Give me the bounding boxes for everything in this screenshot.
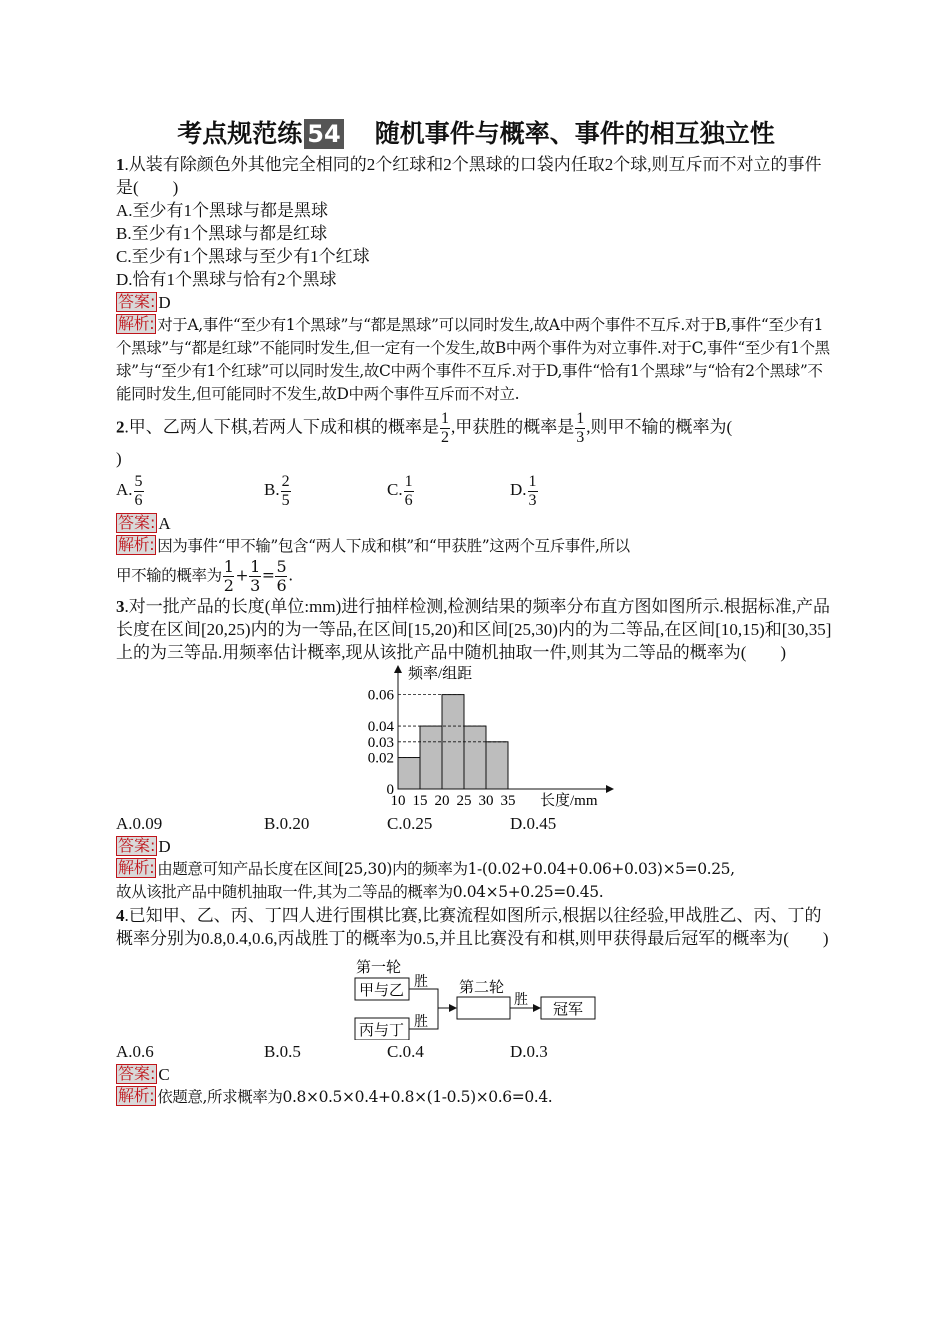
answer-label: 答案: <box>118 513 156 532</box>
fraction <box>404 473 414 510</box>
option-a: A.至少有1个黑球与都是黑球 <box>116 201 329 220</box>
question-1 <box>116 153 836 406</box>
option-c: C.0.4 <box>387 1042 424 1061</box>
option-letter: B. <box>264 480 280 500</box>
question-number: 4 <box>116 906 125 925</box>
question-3-stem <box>116 595 836 664</box>
answer-line <box>116 512 836 535</box>
denominator: 3 <box>528 492 537 509</box>
y-tick-label: 0.04 <box>367 719 394 736</box>
question-1-stem <box>116 153 836 199</box>
answer-value: D <box>158 293 171 312</box>
analysis-line <box>116 535 836 558</box>
plus-sign: + <box>235 566 249 585</box>
option-d: D.0.3 <box>510 1042 548 1061</box>
y-tick-label: 0.02 <box>367 750 394 767</box>
analysis-line <box>116 1086 836 1109</box>
option-letter: C. <box>387 480 403 500</box>
denominator: 2 <box>223 576 234 595</box>
numerator: 1 <box>223 557 234 576</box>
analysis-line-2 <box>116 558 836 595</box>
numerator: 1 <box>441 410 449 427</box>
frequency-histogram <box>116 664 836 812</box>
y-tick-label: 0.06 <box>367 687 394 704</box>
question-2-stem <box>116 410 836 447</box>
page-title <box>116 116 836 152</box>
question-number: 1 <box>116 155 125 174</box>
numerator: 2 <box>281 473 290 490</box>
period: . <box>288 566 293 585</box>
options-row <box>116 812 836 835</box>
histogram-figure <box>116 664 836 812</box>
fraction <box>223 558 235 595</box>
y-tick-label: 0.03 <box>367 734 394 751</box>
analysis-text: 因为事件“甲不输”包含“两人下成和棋”和“甲获胜”这两个互斥事件,所以 <box>157 537 630 555</box>
denominator: 6 <box>134 492 143 509</box>
analysis-line-2: 故从该批产品中随机抽取一件,其为二等品的概率为0.04×5+0.25=0.45. <box>116 883 604 901</box>
option-b: B.0.20 <box>264 814 310 833</box>
fraction <box>281 473 291 510</box>
champion-label: 冠军 <box>553 1002 584 1018</box>
options-row <box>116 1040 836 1063</box>
option-a: A.0.6 <box>116 1042 154 1061</box>
denominator: 3 <box>250 576 260 595</box>
option-a <box>116 473 264 510</box>
numerator: 1 <box>528 473 537 490</box>
histogram-bar <box>420 726 442 789</box>
denominator: 5 <box>281 492 290 509</box>
answer-label: 答案: <box>118 292 156 311</box>
fraction <box>575 410 585 447</box>
x-tick-label: 10 <box>390 793 406 809</box>
histogram-bar <box>486 742 508 789</box>
question-number: 3 <box>116 597 125 616</box>
analysis-text: 由题意可知产品长度在区间[25,30)内的频率为1-(0.02+0.04+0.06+0.03)×5=0.25, <box>157 860 735 878</box>
fraction <box>249 558 261 595</box>
option-c <box>387 473 510 510</box>
analysis-text: 对于A,事件“至少有1个黑球”与“都是黑球”可以同时发生,故A中两个事件不互斥.对于B,事件“至少有1个黑球”与“都是红球”不能同时发生,但一定有一个发生,故B中两个事件为对立事件.对于C,事件“至少有1个黑球”与“至少有1个红球”可以同时发生,故C中两个事件不互斥.对于D,事件“恰有1个黑球”与“恰有2个黑球”不能同时发生,但可能同时不发生,故D中两个事件互斥而不对立. <box>116 316 830 403</box>
analysis-label: 解析: <box>118 1086 155 1105</box>
numerator: 5 <box>276 557 287 576</box>
y-tick-label: 0 <box>386 782 394 798</box>
x-tick-label: 30 <box>478 793 494 809</box>
question-number: 2 <box>116 417 125 437</box>
option-letter: A. <box>116 480 133 500</box>
analysis-text: 依题意,所求概率为0.8×0.5×0.4+0.8×(1-0.5)×0.6=0.4. <box>157 1088 553 1106</box>
analysis-label: 解析: <box>118 314 155 333</box>
x-tick-label: 25 <box>456 793 472 809</box>
round2-box <box>457 997 510 1019</box>
option-b <box>264 473 387 510</box>
match-box-2-label: 丙与丁 <box>359 1023 405 1039</box>
equals-sign: = <box>261 566 275 585</box>
y-axis-title: 频率/组距 <box>408 666 473 682</box>
title-prefix: 考点规范练 <box>177 119 303 148</box>
question-text: .已知甲、乙、丙、丁四人进行围棋比赛,比赛流程如图所示,根据以往经验,甲战胜乙、丙、丁的概率分别为0.8,0.4,0.6,丙战胜丁的概率为0.5,并且比赛没有和棋,则甲获得最后冠军的概率为( ) <box>116 906 829 948</box>
answer-line <box>116 835 836 858</box>
option-c: C.0.25 <box>387 814 433 833</box>
fraction <box>528 473 538 510</box>
question-2 <box>116 410 836 595</box>
tournament-flowchart <box>116 950 836 1040</box>
answer-line <box>116 1063 836 1086</box>
option-d <box>510 473 630 510</box>
x-tick-label: 20 <box>434 793 450 809</box>
question-3 <box>116 595 836 904</box>
analysis-line <box>116 858 836 881</box>
numerator: 1 <box>250 557 260 576</box>
answer-value: A <box>158 514 171 533</box>
option-b: B.至少有1个黑球与都是红球 <box>116 224 328 243</box>
numerator: 5 <box>134 473 143 490</box>
round2-label: 第二轮 <box>459 980 505 996</box>
denominator: 3 <box>576 429 585 446</box>
win-label-2: 胜 <box>414 1015 428 1030</box>
histogram-bar <box>398 758 420 789</box>
title-number-badge: 54 <box>304 119 343 149</box>
fraction <box>275 558 287 595</box>
answer-label: 答案: <box>118 1064 156 1083</box>
question-text: .从装有除颜色外其他完全相同的2个红球和2个黑球的口袋内任取2个球,则互斥而不对立的事件是( ) <box>116 155 822 197</box>
analysis-text: 甲不输的概率为 <box>116 566 222 585</box>
denominator: 6 <box>276 576 287 595</box>
x-tick-label: 15 <box>412 793 428 809</box>
options-row <box>116 473 836 510</box>
question-text: ,甲获胜的概率是 <box>451 417 575 437</box>
analysis-label: 解析: <box>118 858 155 877</box>
denominator: 2 <box>441 429 449 446</box>
option-letter: D. <box>510 480 527 500</box>
denominator: 6 <box>404 492 413 509</box>
option-d: D.0.45 <box>510 814 557 833</box>
question-2-stem-end: ) <box>116 449 122 468</box>
question-text: .甲、乙两人下棋,若两人下成和棋的概率是 <box>124 417 439 437</box>
win-label-1: 胜 <box>414 975 428 990</box>
answer-line <box>116 291 836 314</box>
x-tick-label: 35 <box>500 793 516 809</box>
page <box>116 116 836 1109</box>
answer-label: 答案: <box>118 836 156 855</box>
fraction <box>440 410 450 447</box>
match-box-1-label: 甲与乙 <box>359 983 405 999</box>
x-axis-title: 长度/mm <box>540 793 598 809</box>
numerator: 1 <box>404 473 413 490</box>
option-a: A.0.09 <box>116 814 163 833</box>
answer-value: C <box>158 1065 170 1084</box>
flowchart-svg <box>116 950 836 1040</box>
question-text: .对一批产品的长度(单位:mm)进行抽样检测,检测结果的频率分布直方图如图所示.根据标准,产品长度在区间[20,25)内的为一等品,在区间[15,20)和区间[25,30)内的为二等品,在区间[10,15)和[30,35]上的为三等品.用频率估计概率,现从该批产品中随机抽取一件,则其为二等品的概率为( ) <box>116 597 832 662</box>
fraction <box>134 473 144 510</box>
question-4 <box>116 904 836 1109</box>
numerator: 1 <box>576 410 585 427</box>
connector-1 <box>409 989 438 1008</box>
analysis-line <box>116 314 836 406</box>
question-text: ,则甲不输的概率为( <box>586 417 733 437</box>
histogram-bar <box>464 726 486 789</box>
analysis-label: 解析: <box>118 535 155 554</box>
option-b: B.0.5 <box>264 1042 301 1061</box>
option-c: C.至少有1个黑球与至少有1个红球 <box>116 247 370 266</box>
question-4-stem <box>116 904 836 950</box>
title-suffix: 随机事件与概率、事件的相互独立性 <box>374 119 775 148</box>
round1-label: 第一轮 <box>356 960 402 976</box>
option-d: D.恰有1个黑球与恰有2个黑球 <box>116 270 337 289</box>
win-label-3: 胜 <box>514 993 528 1008</box>
answer-value: D <box>158 837 171 856</box>
